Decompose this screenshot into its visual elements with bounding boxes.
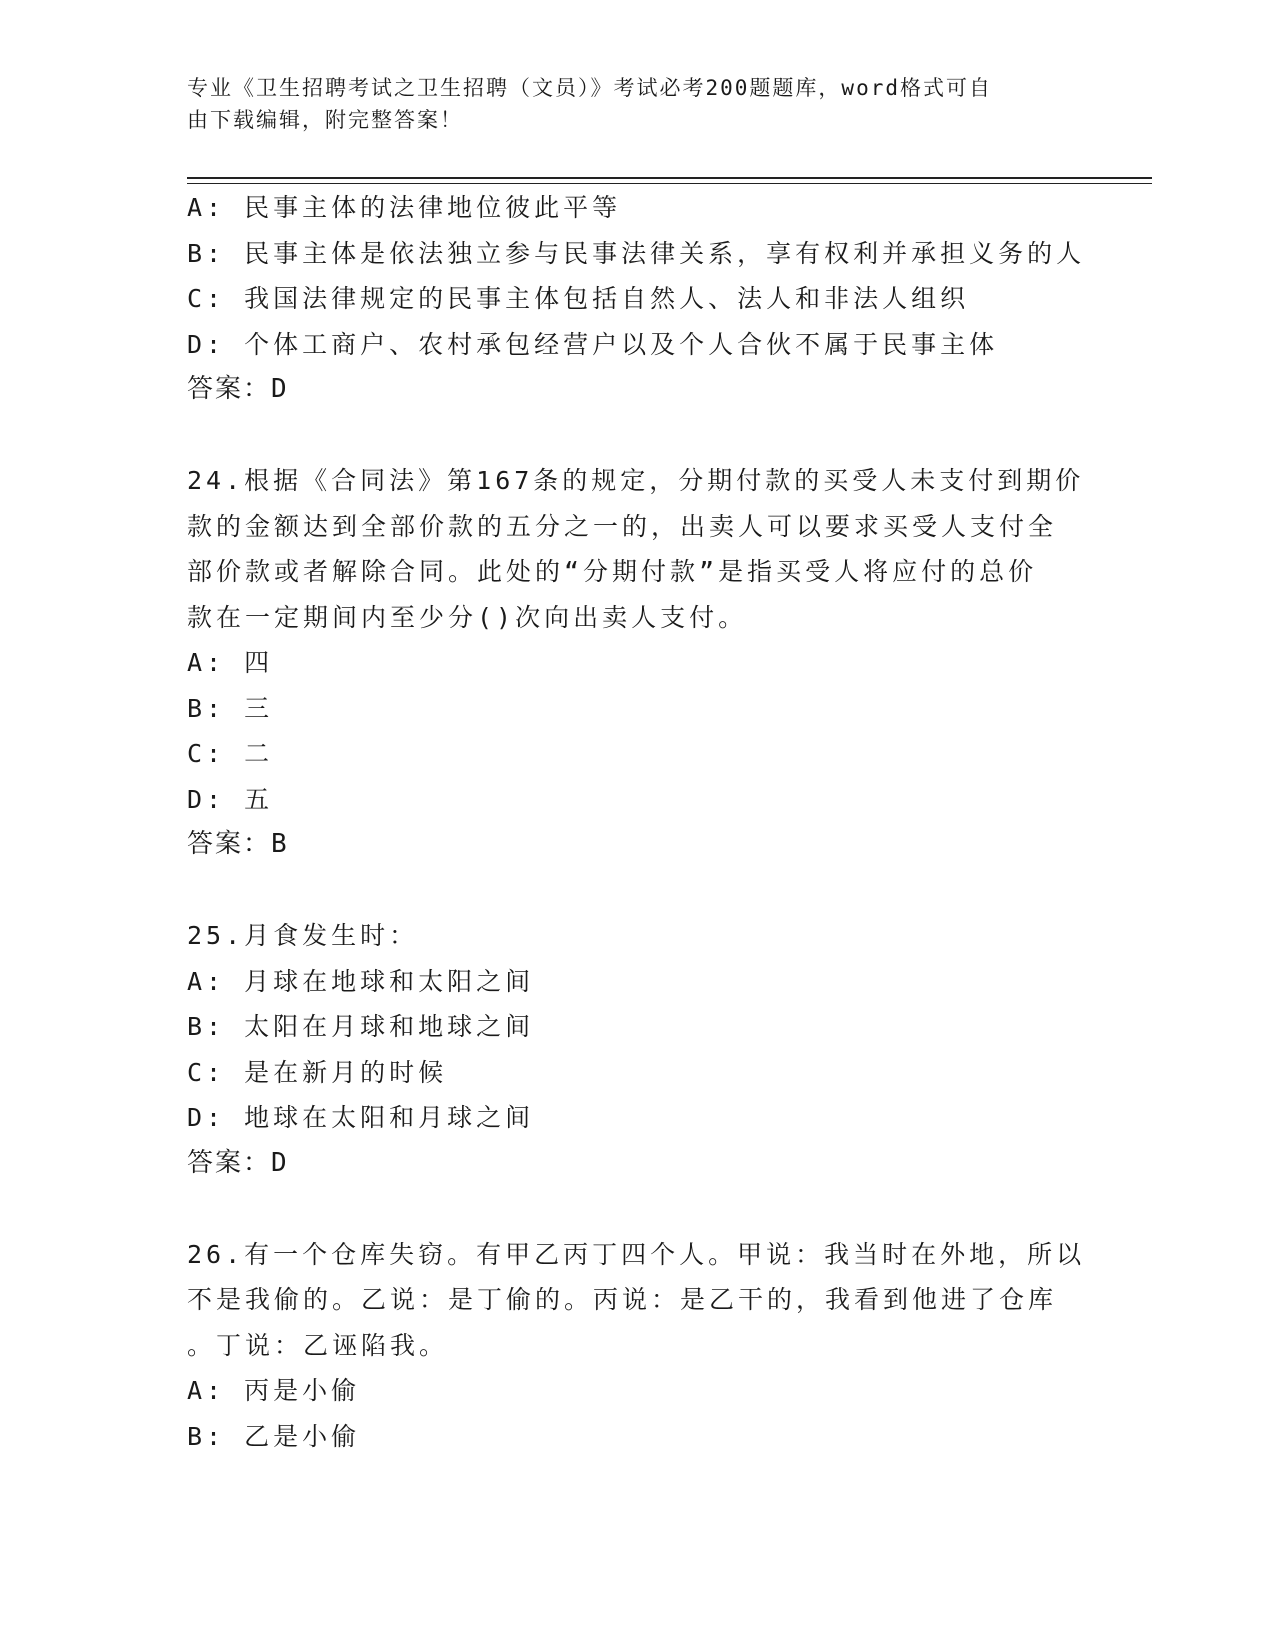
option-b: B: 三 [187, 693, 274, 723]
spacer [187, 413, 1087, 459]
header-line-1: 专业《卫生招聘考试之卫生招聘（文员）》考试必考200题题库，word格式可自 [187, 76, 992, 100]
option-b: B: 太阳在月球和地球之间 [187, 1012, 535, 1041]
question-stem-line: 26.有一个仓库失窃。有甲乙丙丁四个人。甲说：我当时在外地，所以 [187, 1239, 1086, 1269]
option-c: C: 是在新月的时候 [187, 1057, 448, 1087]
spacer [187, 1186, 1087, 1232]
question-23 [187, 185, 1087, 413]
answer-line: 答案：D [187, 1147, 289, 1178]
answer-line: 答案：D [187, 374, 289, 404]
question-stem-line: 款的金额达到全部价款的五分之一的，出卖人可以要求买受人支付全 [187, 511, 1058, 541]
question-stem-line: 24.根据《合同法》第167条的规定，分期付款的买受人未支付到期价 [187, 466, 1085, 495]
option-a: A: 丙是小偷 [187, 1376, 361, 1405]
header-divider-thick [187, 177, 1152, 179]
question-stem-line: 。丁说：乙诬陷我。 [187, 1330, 449, 1360]
option-d: D: 五 [187, 784, 274, 814]
document-header [187, 72, 1067, 136]
question-stem-line: 款在一定期间内至少分()次向出卖人支付。 [187, 602, 748, 632]
header-divider-thin [187, 183, 1152, 184]
answer-line: 答案：B [187, 829, 289, 859]
question-stem-line: 不是我偷的。乙说：是丁偷的。丙说：是乙干的，我看到他进了仓库 [187, 1285, 1058, 1314]
option-b: B: 乙是小偷 [187, 1421, 361, 1451]
option-c: C: 二 [187, 739, 274, 768]
option-d: D: 地球在太阳和月球之间 [187, 1103, 535, 1132]
question-content [187, 185, 1087, 1459]
option-c: C: 我国法律规定的民事主体包括自然人、法人和非法人组织 [187, 284, 970, 313]
question-26 [187, 1232, 1087, 1460]
question-25 [187, 913, 1087, 1186]
header-line-2: 由下载编辑，附完整答案！ [187, 108, 463, 132]
option-a: A: 月球在地球和太阳之间 [187, 966, 535, 996]
question-stem-line: 25.月食发生时： [187, 921, 419, 950]
option-a: A: 四 [187, 648, 274, 677]
question-24 [187, 458, 1087, 868]
question-stem-line: 部价款或者解除合同。此处的“分期付款”是指买受人将应付的总价 [187, 557, 1038, 586]
option-b: B: 民事主体是依法独立参与民事法律关系，享有权利并承担义务的人 [187, 238, 1086, 268]
spacer [187, 868, 1087, 914]
option-d: D: 个体工商户、农村承包经营户以及个人合伙不属于民事主体 [187, 329, 999, 359]
option-a: A: 民事主体的法律地位彼此平等 [187, 193, 622, 222]
